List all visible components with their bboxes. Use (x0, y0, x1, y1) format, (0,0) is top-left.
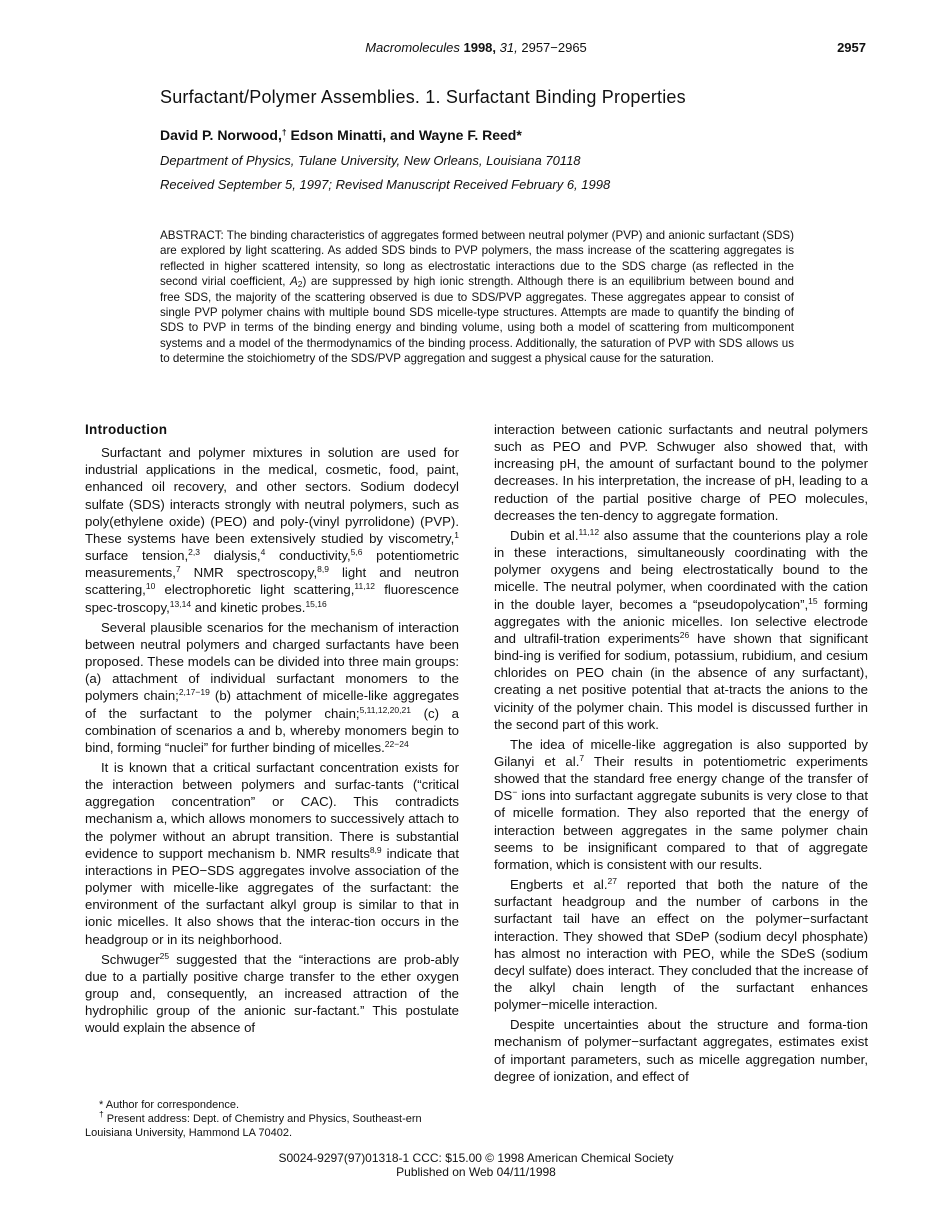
text: light and neutron scattering, (85, 565, 459, 598)
ref: 22−24 (384, 738, 409, 749)
text: forming aggregates with the anionic micelles. Ion selective electrode and ultrafil-tration experiments (494, 596, 868, 646)
page-number: 2957 (837, 40, 866, 55)
abstract-a-symbol: A (290, 275, 298, 289)
text: and kinetic probes. (191, 599, 306, 615)
text: fluorescence spec-troscopy, (85, 582, 459, 615)
text: NMR spectroscopy, (180, 565, 318, 581)
footnote-dagger-mark: † (99, 1109, 104, 1119)
journal-volume: 31, (499, 40, 518, 55)
copyright-block (0, 1151, 952, 1179)
ref: 5,6 (350, 547, 363, 558)
ref: 25 (159, 950, 170, 961)
text: reported that both the nature of the surfactant headgroup and the number of carbons in the surfactant tail have an effect on the polymer−surfactant interaction. They showed that SDeP (sodium decyl phosphate) has almost no interaction with PEO, while the SDeS (sodium decyl sulfate) does interact. They concluded that the increase of the alkyl chain length of the surfactant enhances polymer−micelle interaction. (494, 877, 868, 1013)
text: potentiometric measurements, (85, 548, 460, 581)
text: electrophoretic light scattering, (155, 582, 355, 598)
author-others: Edson Minatti, and Wayne F. Reed* (286, 127, 522, 143)
intro-paragraph-8: Despite uncertainties about the structure and forma-tion mechanism of polymer−surfactant aggregates, estimates exist of important parameters, such as micelle aggregation number, degree of ionization, and effect of (494, 1017, 868, 1084)
ref: 13,14 (169, 598, 192, 609)
intro-paragraph-6 (494, 736, 868, 873)
intro-paragraph-4-continued: interaction between cationic surfactants and neutral polymers such as PEO and PVP. Schwuger also showed that, with increasing pH, the amount of surfactant bound to the polymer decreases. In his interpretation, the increase of pH, leading to a reduction of the partial positive charge of PEO molecules, decreases the ten-dency to aggregate formation. (494, 422, 868, 523)
ref: 8,9 (317, 564, 329, 575)
text: Dubin et al. (510, 527, 579, 543)
text: surface tension, (85, 548, 189, 564)
intro-paragraph-2 (85, 619, 459, 756)
ref: 27 (607, 876, 617, 887)
text: It is known that a critical surfactant concentration exists for the interaction between polymers and surfac-tants (“critical aggregation concentration” or CAC). This contradicts mechanism a, which allows monomers to successively attach to the polymer without an abrupt transition. There is substantial evidence to support mechanism b. NMR results (85, 759, 459, 861)
text: (b) attachment of micelle-like aggregates of the surfactant to the polymer chain; (85, 688, 459, 721)
copyright-line: S0024-9297(97)01318-1 CCC: $15.00 © 1998 American Chemical Society (278, 1151, 674, 1165)
publication-date: Published on Web 04/11/1998 (396, 1165, 556, 1179)
text: ions into surfactant aggregate subunits is very close to that of micelle formation. They also reported that the energy of interaction between aggregates in the same polymer chain seems to be insignificant compared to that of aggregate formation, which is consistent with our results. (494, 788, 868, 872)
section-heading-introduction: Introduction (85, 422, 168, 437)
text: Their results in potentiometric experiments showed that the standard free energy change of the transfer of DS (494, 753, 868, 804)
ref: 1 (454, 529, 459, 540)
text: also assume that the counterions play a role in these interactions, simultaneously coordinating with the polymer oxygens and being electrostatically bound to the micelle. The neutral polymer, when coordinated with the cation in the double layer, becomes a “pseudopolycation”, (494, 527, 868, 612)
article-title: Surfactant/Polymer Assemblies. 1. Surfactant Binding Properties (160, 87, 686, 107)
journal-year: 1998, (463, 40, 497, 55)
footnote-correspondence: * Author for correspondence. (99, 1099, 240, 1111)
text: suggested that the “interactions are prob-ably due to a partially positive charge transfer to the ether oxygen group and, consequently, an increased attraction of the hydrophilic group of the anionic sur-factant.” This postulate would explain the absence of (85, 951, 459, 1036)
intro-paragraph-5 (494, 527, 868, 733)
received-dates: Received September 5, 1997; Revised Manuscript Received February 6, 1998 (160, 177, 611, 192)
text: Surfactant and polymer mixtures in solution are used for industrial applications in the medical, cosmetic, food, paint, enhanced oil recovery, and other sectors. Sodium dodecyl sulfate (SDS) interacts strongly with neutral polymers, such as poly(ethylene oxide) (PEO) and poly-(vinyl pyrrolidone) (PVP). These systems have been extensively studied by viscometry, (85, 445, 459, 546)
intro-paragraph-3 (85, 759, 459, 948)
text: have shown that significant bind-ing is verified for sodium, potassium, rubidium, and cesium chlorides on PEO chain (in the absence of any surfactant), creating a net positive potential that at-tracts the anions to the vicinity of the polymer chain. This model is discussed further in the second part of this work. (494, 630, 868, 732)
text: dialysis, (199, 548, 261, 564)
ref: 7 (579, 752, 585, 763)
text: (c) a combination of scenarios a and b, whereby monomers begin to bind, forming “nuclei” for further binding of micelles. (85, 705, 459, 755)
ref: 8,9 (369, 844, 382, 855)
right-column (494, 421, 868, 1085)
charge-superscript: − (512, 787, 518, 798)
ref: 10 (145, 581, 156, 592)
affiliation: Department of Physics, Tulane University, New Orleans, Louisiana 70118 (160, 153, 581, 168)
ref: 11,12 (354, 581, 376, 592)
ref: 4 (260, 547, 266, 558)
text: indicate that interactions in PEO−SDS aggregates involve association of the polymer with micelle-like aggregates of the surfactant: the environment of the surfactant alkyl group is similar to that in ionic micelles. It also shows that the interac-tion occurs in the headgroup or in its neighborhood. (85, 845, 460, 947)
footnote-address-text: Present address: Dept. of Chemistry and Physics, Southeast-ern Louisiana University, Hammond LA 70402. (85, 1113, 422, 1139)
abstract-text-2: ) are suppressed by high ionic strength. Although there is an equilibrium between bound and free SDS, the majority of the scattering observed is due to SDS/PVP aggregates. These aggregates appear to consist of single PVP polymer chains with multiple bound SDS micelle-type structures. Attempts are made to quantify the binding of SDS to PVP in terms of the binding energy and binding volume, using both a model of scattering from multicomponent systems and a model of the thermodynamics of the binding process. Additionally, the saturation of PVP with SDS allows us to determine the stoichiometry of the SDS/PVP aggregation and suggest a physical cause for the saturation. (160, 275, 795, 366)
text: Engberts et al. (510, 877, 608, 893)
abstract-a-subscript: 2 (297, 279, 303, 290)
intro-paragraph-4 (85, 951, 459, 1037)
abstract (160, 228, 794, 367)
abstract-text-1: ABSTRACT: The binding characteristics of aggregates formed between neutral polymer (PVP) and anionic surfactant (SDS) are explored by light scattering. As added SDS binds to PVP polymers, the mass increase of the scattering aggregates is reflected in higher scattered intensity, so long as electrostatic interactions due to the SDS charge (as reflected in the second virial coefficient, (160, 229, 794, 289)
ref: 26 (679, 629, 690, 640)
ref: 15 (808, 595, 818, 606)
left-column (85, 421, 459, 1036)
intro-paragraph-7 (494, 876, 868, 1013)
ref: 5,11,12,20,21 (359, 704, 411, 715)
text: Schwuger (101, 951, 160, 967)
running-head (0, 40, 952, 58)
text: Several plausible scenarios for the mechanism of interaction between neutral polymers and charged surfactants have been proposed. These models can be divided into three main groups: (a) attachment of individual surfactant monomers to the polymers chain; (85, 619, 459, 704)
text: conductivity, (265, 548, 351, 564)
intro-paragraph-1 (85, 444, 459, 616)
text: The idea of micelle-like aggregation is also supported by Gilanyi et al. (494, 736, 868, 769)
ref: 2,3 (188, 547, 200, 558)
ref: 11,12 (578, 526, 600, 537)
ref: 15,16 (305, 598, 327, 609)
author-norwood: David P. Norwood, (160, 127, 282, 143)
footnotes (85, 1098, 459, 1140)
journal-citation (0, 40, 952, 55)
author-dagger-mark: † (281, 127, 287, 137)
author-list (160, 127, 522, 143)
ref: 7 (175, 564, 181, 575)
footnote-present-address (85, 1109, 459, 1140)
journal-name: Macromolecules (365, 40, 460, 55)
journal-pages: 2957−2965 (521, 40, 587, 55)
ref: 2,17−19 (178, 687, 210, 698)
